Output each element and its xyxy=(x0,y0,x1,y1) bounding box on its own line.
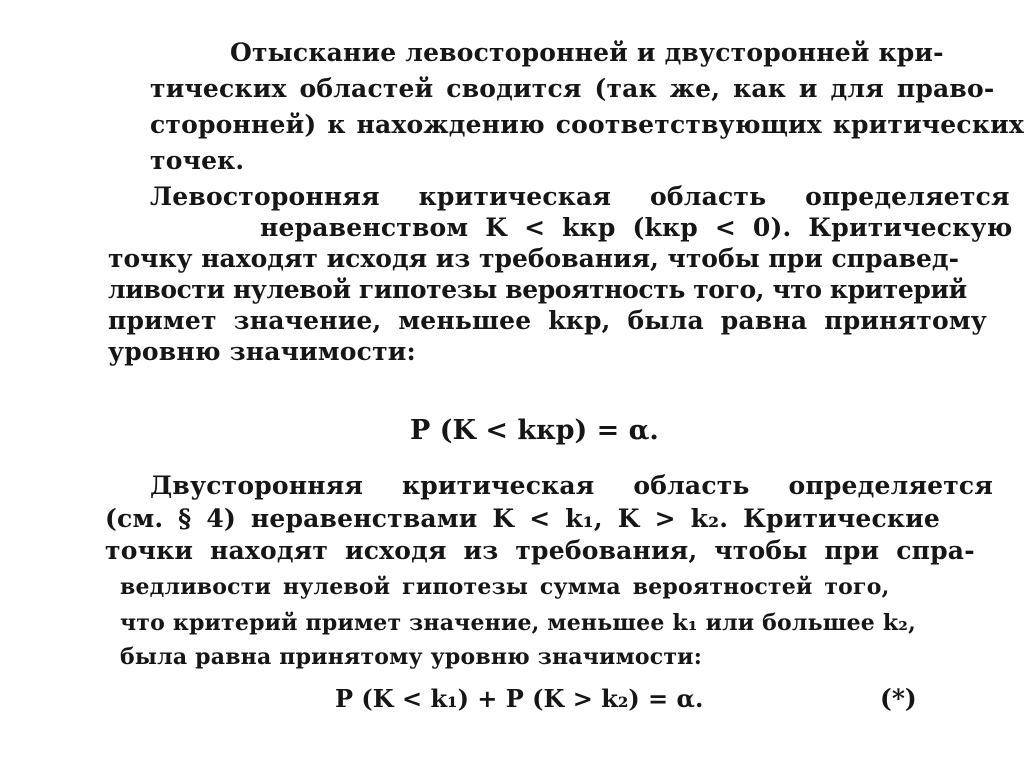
equation-tag: (*) xyxy=(880,684,917,713)
text-line: уровню значимости: xyxy=(108,337,416,366)
equation: P (K < kкр) = α. xyxy=(410,415,659,446)
text-line: была равна принятому уровню значимости: xyxy=(120,644,703,670)
text-line: примет значение, меньшее kкр, была равна принятому xyxy=(108,306,987,335)
text-line: ливости нулевой гипотезы вероятность того, что критерий xyxy=(108,275,967,304)
text-line: ведливости нулевой гипотезы сумма вероятностей того, xyxy=(120,574,890,600)
equation: P (K < k₁) + P (K > k₂) = α. xyxy=(335,684,704,713)
text-line: тических областей сводится (так же, как и для право- xyxy=(150,74,995,103)
text-line: точку находят исходя из требования, чтобы при справед- xyxy=(108,244,959,273)
text-line: Отыскание левосторонней и двусторонней кри- xyxy=(230,38,944,67)
text-line: неравенством K < kкр (kкр < 0). Критическую xyxy=(260,213,1013,242)
text-line: Двусторонняя критическая область определяется xyxy=(150,471,994,500)
text-line: Левосторонняя критическая область определяется xyxy=(150,182,1010,211)
text-line: точки находят исходя из требования, чтобы при спра- xyxy=(105,536,975,565)
text-line: что критерий примет значение, меньшее k₁ или большее k₂, xyxy=(120,610,917,636)
text-line: (см. § 4) неравенствами K < k₁, K > k₂. Критические xyxy=(105,504,941,533)
text-line: точек. xyxy=(150,146,245,175)
text-line: сторонней) к нахождению соответствующих критических xyxy=(150,110,1024,139)
